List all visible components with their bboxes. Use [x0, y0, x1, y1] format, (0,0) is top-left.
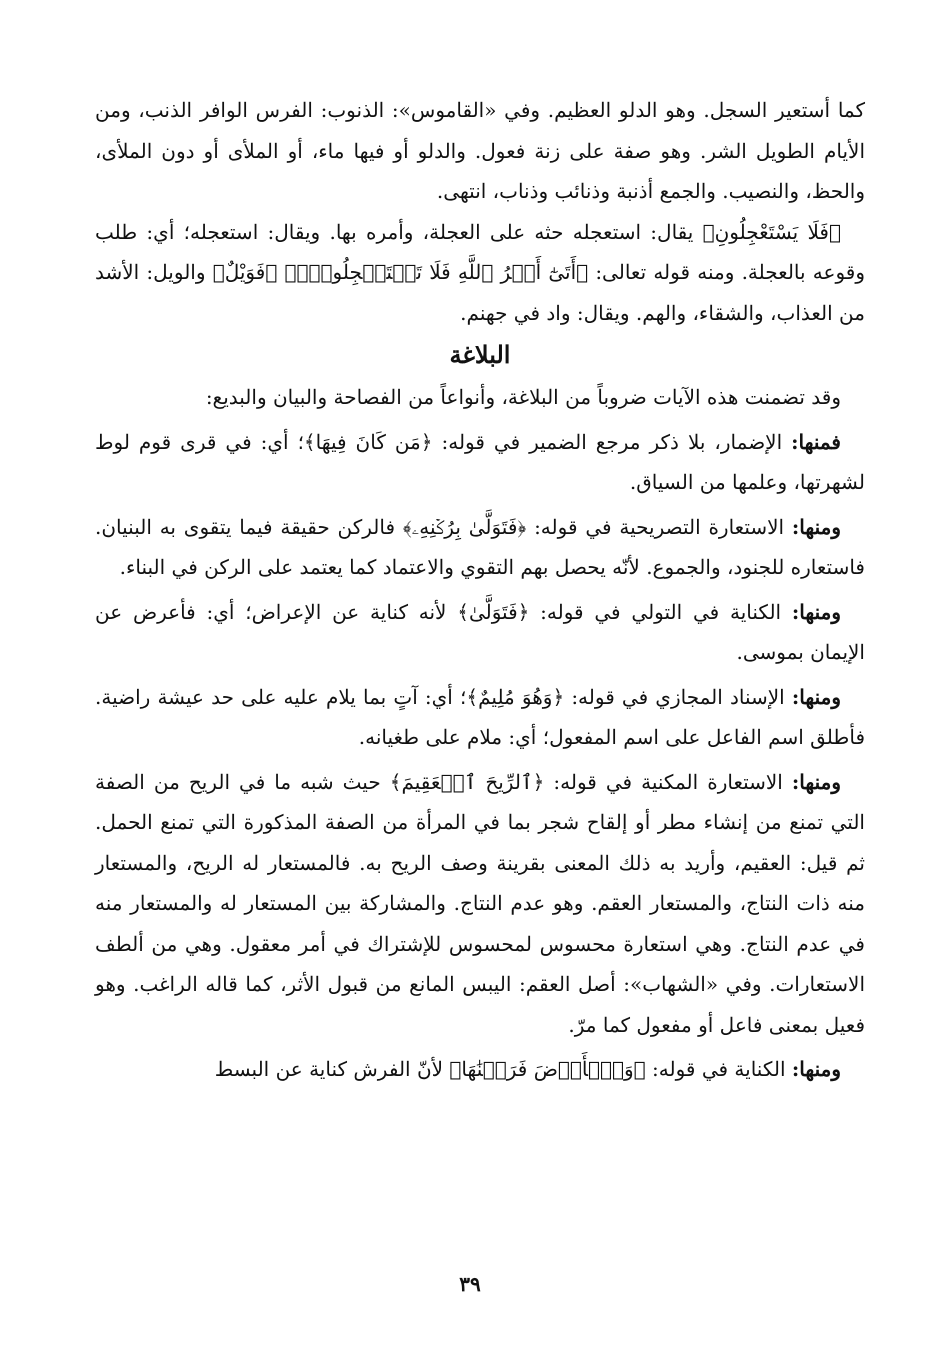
item-lead: ومنها:: [791, 599, 841, 624]
section-heading-balagha: البلاغة: [449, 340, 511, 369]
item-text: الاستعارة المكنية في قوله: ﴿ٱلرِّيحَ ٱلۡعَقِيمَ﴾ حيث شبه ما في الريح من الصفة التي تمنع من إنشاء مطر أو إلقاح شجر بما في المرأة من الصفة المذكورة التي تمنع الحمل. ثم قيل: العقيم، وأريد به ذلك المعنى بقرينة وصف الريح به. فالمستعار له الريح، والمستعار منه ذات النتاج، والمستعار العقم. وهو عدم النتاج. والمشاركة بين المستعار له والمستعار منه في عدم النتاج. وهي استعارة محسوس لمحسوس للإشتراك في أمر معقول. وهي من ألطف الاستعارات. وفي «الشهاب»: أصل العقم: اليبس المانع من قبول الأثر، كما قاله الراغب. وهو فعيل بمعنى فاعل أو مفعول كما مرّ.: [95, 769, 865, 1037]
item-text: الاستعارة التصريحية في قوله: ﴿فَتَوَلَّىٰ بِرُكۡنِهِۦ﴾ فالركن حقيقة فيما يتقوى به البنيان. فاستعاره للجنود، والجموع. لأنّه يحصل بهم التقوي والاعتماد كما يعتمد على الركن في البناء.: [95, 514, 865, 579]
balagha-item-tasrihiyya: [95, 507, 865, 588]
balagha-item-idmar: [95, 422, 865, 503]
item-text: الإسناد المجازي في قوله: ﴿وَهُوَ مُلِيمٌ﴾؛ أي: آتٍ بما يلام عليه على حد عيشة راضية. فأطلق اسم الفاعل على اسم المفعول؛ أي: ملام على طغيانه.: [95, 684, 865, 749]
item-lead: ومنها:: [791, 514, 841, 539]
item-text: الكناية في قوله: ﴿وَٱلۡأَرۡضَ فَرَشۡنَٰهَا﴾ لأنّ الفرش كناية عن البسط: [214, 1057, 792, 1081]
vocab-paragraph-istijal: ﴿فَلَا يَسْتَعْجِلُونِ﴾ يقال: استعجله حثه على العجلة، وأمره بها. ويقال: استعجله؛ أي: طلب وقوعه بالعجلة. ومنه قوله تعالى: ﴿أَتَىٰٓ أَمۡرُ ٱللَّهِ فَلَا تَسۡتَعۡجِلُوهُۚ﴾ ﴿فَوَيْلٌ﴾ والويل: الأشد من العذاب، والشقاء، والهم. ويقال: واد في جهنم.: [95, 219, 865, 325]
balagha-item-kinaya-tawalli: [95, 592, 865, 673]
item-text: الكناية في التولي في قوله: ﴿فَتَوَلَّىٰ﴾ لأنه كناية عن الإعراض؛ أي: فأعرض عن الإيمان بموسى.: [95, 599, 865, 664]
page-number: ٣٩: [459, 1272, 481, 1296]
balagha-item-makniyya: [95, 762, 865, 1046]
item-text: الإضمار، بلا ذكر مرجع الضمير في قوله: ﴿مَن كَانَ فِيهَا﴾؛ أي: في قرى قوم لوط لشهرتها، وعلمها من السياق.: [95, 429, 865, 494]
balagha-item-kinaya-farsh: [95, 1049, 865, 1090]
item-lead: ومنها:: [791, 1057, 841, 1081]
balagha-item-isnad-majazi: [95, 677, 865, 758]
balagha-intro: وقد تضمنت هذه الآيات ضروباً من البلاغة، وأنواعاً من الفصاحة والبيان والبديع:: [205, 385, 841, 409]
page-text: [95, 90, 865, 1090]
vocab-paragraph-continued: كما أستعير السجل. وهو الدلو العظيم. وفي «القاموس»: الذنوب: الفرس الوافر الذنب، ومن الأيام الطويل الشر. وهو صفة على زنة فعول. والدلو أو فيها ماء، أو الملأى أو دون الملأى، والحظ، والنصيب. والجمع أذنبة وذنائب وذناب، انتهى.: [95, 98, 865, 203]
item-lead: ومنها:: [791, 684, 841, 709]
item-lead: ومنها:: [791, 769, 841, 794]
item-lead: فمنها:: [791, 429, 841, 454]
